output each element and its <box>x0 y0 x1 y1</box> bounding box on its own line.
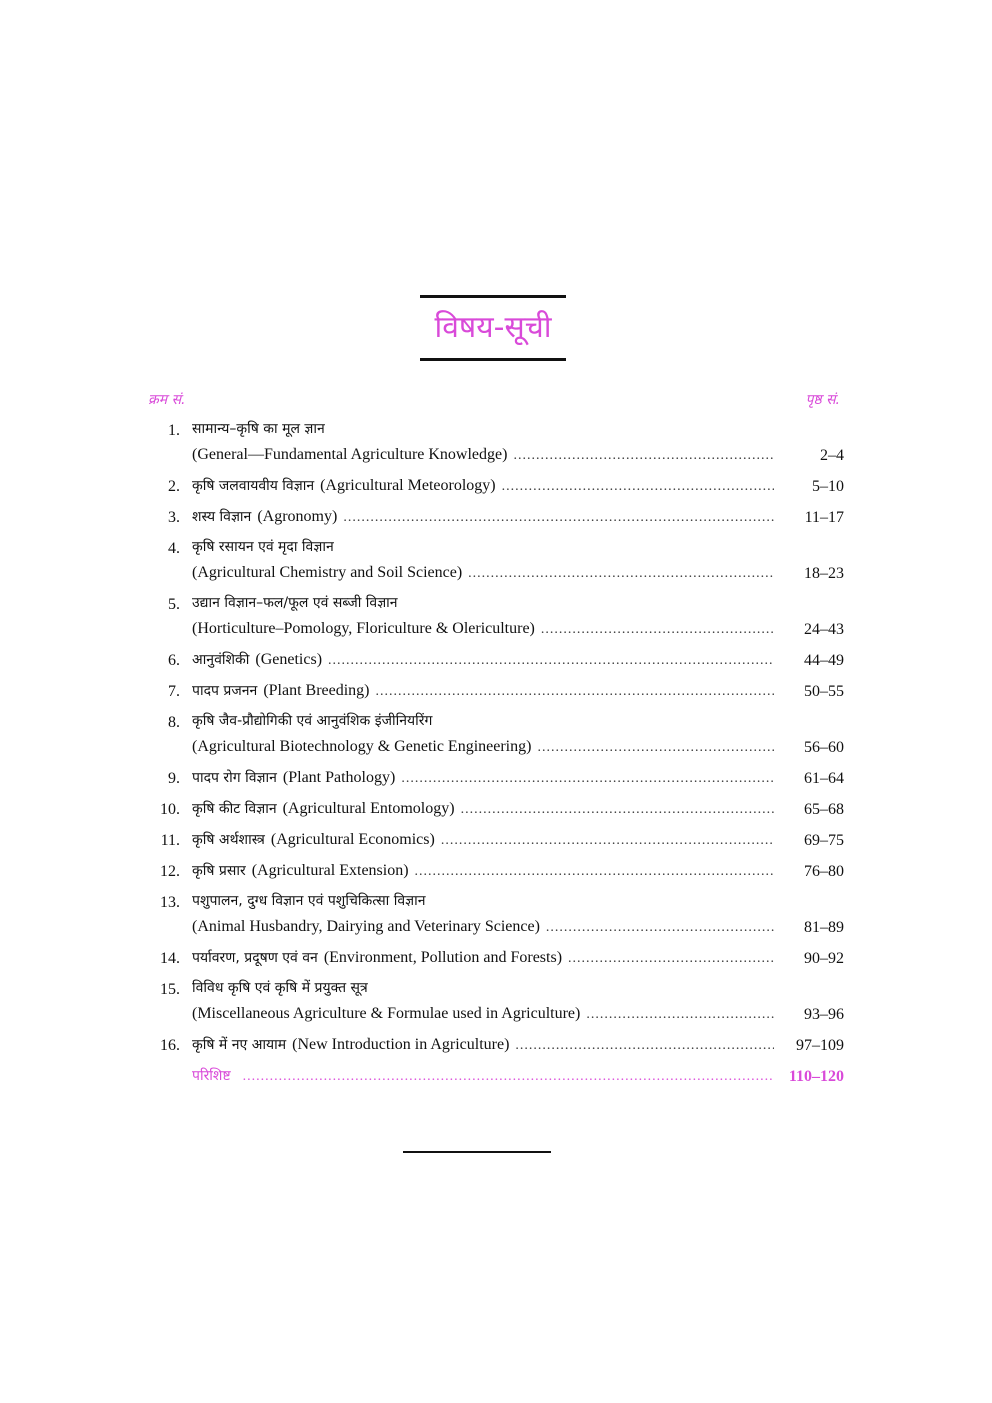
entry-body <box>192 765 780 791</box>
title-block <box>420 295 566 361</box>
entry-english-title: (Genetics) <box>255 651 323 668</box>
dot-leader <box>468 561 774 586</box>
entry-english-title: (Miscellaneous Agriculture & Formulae used in Agriculture) <box>192 1005 581 1022</box>
entry-line <box>192 560 780 586</box>
toc-entry <box>148 859 844 884</box>
dot-leader <box>568 946 774 971</box>
entry-body <box>192 709 780 760</box>
toc-entry <box>148 474 844 499</box>
entry-page-range: 56–60 <box>804 739 844 756</box>
entry-number: 4. <box>168 540 180 557</box>
entry-page-range: 2–4 <box>820 447 844 464</box>
entry-hindi-title: पर्यावरण, प्रदूषण एवं वन <box>192 950 318 966</box>
entry-page-range: 24–43 <box>804 621 844 638</box>
dot-leader <box>343 505 774 530</box>
entry-number: 16. <box>160 1037 180 1054</box>
entry-english-title: (Agricultural Economics) <box>270 831 435 848</box>
entry-hindi-title: पशुपालन, दुग्ध विज्ञान एवं पशुचिकित्सा विज्ञान <box>192 893 426 909</box>
entry-page-range: 50–55 <box>804 683 844 700</box>
toc-entry <box>148 505 844 530</box>
entry-number: 1. <box>168 422 180 439</box>
dot-leader <box>541 617 774 642</box>
dot-leader <box>461 797 774 822</box>
entry-hindi-title: पादप रोग विज्ञान <box>192 770 277 786</box>
entry-english-title: (Plant Breeding) <box>263 682 370 699</box>
entry-hindi-title: विविध कृषि एवं कृषि में प्रयुक्त सूत्र <box>192 980 368 996</box>
entry-english-title: (Agricultural Chemistry and Soil Science) <box>192 564 463 581</box>
entry-hindi-title: कृषि प्रसार <box>192 863 246 879</box>
entry-line <box>192 647 780 673</box>
entry-number: 3. <box>168 509 180 526</box>
bottom-divider <box>403 1151 551 1153</box>
entry-english-title: (Animal Husbandry, Dairying and Veterinary Science) <box>192 918 540 935</box>
page-title: विषय-सूची <box>434 310 552 345</box>
entry-english-title: (New Introduction in Agriculture) <box>292 1036 510 1053</box>
entry-english-title: (Environment, Pollution and Forests) <box>323 949 563 966</box>
entry-english-title: (Agricultural Meteorology) <box>320 477 496 494</box>
entry-line <box>192 827 780 853</box>
entry-body <box>192 591 780 642</box>
entry-body <box>192 678 780 704</box>
entry-page-range: 90–92 <box>804 950 844 967</box>
entry-number: 13. <box>160 894 180 911</box>
toc-entry <box>148 766 844 791</box>
entry-line <box>192 442 780 468</box>
entry-english-title: (Agricultural Extension) <box>251 862 409 879</box>
entry-hindi-title: सामान्य–कृषि का मूल ज्ञान <box>192 421 325 437</box>
entry-body <box>192 473 780 499</box>
dot-leader <box>513 443 774 468</box>
entry-page-range: 69–75 <box>804 832 844 849</box>
entry-english-title: (Agricultural Entomology) <box>282 800 455 817</box>
entry-number: 5. <box>168 596 180 613</box>
entry-hindi-title: आनुवंशिकी <box>192 652 250 668</box>
serial-column-header: क्रम सं. <box>148 392 186 408</box>
entry-line <box>192 1001 780 1027</box>
dot-leader <box>376 679 774 704</box>
entry-hindi-title: शस्य विज्ञान <box>192 509 252 525</box>
entry-line <box>192 473 780 499</box>
dot-leader <box>441 828 774 853</box>
toc-entry <box>148 648 844 673</box>
entry-hindi-title: कृषि कीट विज्ञान <box>192 801 277 817</box>
dot-leader <box>415 859 774 884</box>
entry-body <box>192 535 780 586</box>
entry-line <box>192 1064 780 1089</box>
entry-page-range: 65–68 <box>804 801 844 818</box>
dot-leader <box>546 915 774 940</box>
dot-leader <box>515 1033 774 1058</box>
entry-page-range: 18–23 <box>804 565 844 582</box>
entry-hindi-title: कृषि में नए आयाम <box>192 1037 287 1053</box>
table-of-contents <box>148 418 844 1095</box>
entry-number: 15. <box>160 981 180 998</box>
toc-entry <box>148 797 844 822</box>
entry-english-title: (Horticulture–Pomology, Floriculture & Olericulture) <box>192 620 535 637</box>
entry-line <box>192 1032 780 1058</box>
dot-leader <box>586 1002 774 1027</box>
toc-entry <box>148 592 844 642</box>
dot-leader <box>537 735 774 760</box>
entry-body <box>192 1032 780 1058</box>
toc-entry <box>148 536 844 586</box>
entry-line <box>192 616 780 642</box>
entry-number: 10. <box>160 801 180 818</box>
entry-number: 2. <box>168 478 180 495</box>
toc-entry <box>148 1033 844 1058</box>
entry-line <box>192 504 780 530</box>
entry-line <box>192 914 780 940</box>
entry-english-title: (General—Fundamental Agriculture Knowledge) <box>192 446 508 463</box>
entry-hindi-title: पादप प्रजनन <box>192 683 258 699</box>
toc-entry <box>148 946 844 971</box>
entry-body <box>192 945 780 971</box>
entry-body <box>192 1064 780 1089</box>
entry-body <box>192 889 780 940</box>
entry-page-range: 81–89 <box>804 919 844 936</box>
entry-body <box>192 858 780 884</box>
toc-entry <box>148 679 844 704</box>
dot-leader <box>243 1064 774 1089</box>
toc-appendix <box>148 1064 844 1089</box>
entry-line <box>192 796 780 822</box>
appendix-page-range: 110–120 <box>788 1068 844 1085</box>
entry-body <box>192 417 780 468</box>
entry-body <box>192 976 780 1027</box>
dot-leader <box>502 474 774 499</box>
entry-page-range: 93–96 <box>804 1006 844 1023</box>
entry-hindi-title: कृषि रसायन एवं मृदा विज्ञान <box>192 539 334 555</box>
entry-number: 12. <box>160 863 180 880</box>
entry-page-range: 5–10 <box>812 478 844 495</box>
page-column-header: पृष्ठ सं. <box>805 392 840 408</box>
toc-entry <box>148 710 844 760</box>
entry-number: 14. <box>160 950 180 967</box>
toc-entry <box>148 418 844 468</box>
entry-hindi-title: कृषि अर्थशास्त्र <box>192 832 265 848</box>
entry-line <box>192 678 780 704</box>
entry-line <box>192 765 780 791</box>
entry-number: 7. <box>168 683 180 700</box>
entry-number: 11. <box>160 832 180 849</box>
entry-number: 9. <box>168 770 180 787</box>
entry-line <box>192 858 780 884</box>
entry-body <box>192 796 780 822</box>
entry-hindi-title: कृषि जलवायवीय विज्ञान <box>192 478 315 494</box>
entry-page-range: 11–17 <box>804 509 844 526</box>
entry-english-title: (Agricultural Biotechnology & Genetic Engineering) <box>192 738 532 755</box>
entry-body <box>192 827 780 853</box>
toc-entry <box>148 977 844 1027</box>
entry-english-title: (Plant Pathology) <box>282 769 396 786</box>
entry-number: 6. <box>168 652 180 669</box>
entry-body <box>192 647 780 673</box>
dot-leader <box>401 766 774 791</box>
entry-page-range: 61–64 <box>804 770 844 787</box>
entry-english-title: (Agronomy) <box>257 508 338 525</box>
entry-hindi-title: उद्यान विज्ञान–फल/फूल एवं सब्जी विज्ञान <box>192 595 398 611</box>
dot-leader <box>328 648 774 673</box>
entry-number: 8. <box>168 714 180 731</box>
toc-entry <box>148 890 844 940</box>
entry-line <box>192 945 780 971</box>
entry-page-range: 76–80 <box>804 863 844 880</box>
entry-line <box>192 734 780 760</box>
entry-hindi-title: कृषि जैव-प्रौद्योगिकी एवं आनुवंशिक इंजीनियरिंग <box>192 713 433 729</box>
entry-body <box>192 504 780 530</box>
entry-page-range: 44–49 <box>804 652 844 669</box>
appendix-label: परिशिष्ट <box>192 1068 231 1084</box>
entry-page-range: 97–109 <box>796 1037 844 1054</box>
toc-entry <box>148 828 844 853</box>
